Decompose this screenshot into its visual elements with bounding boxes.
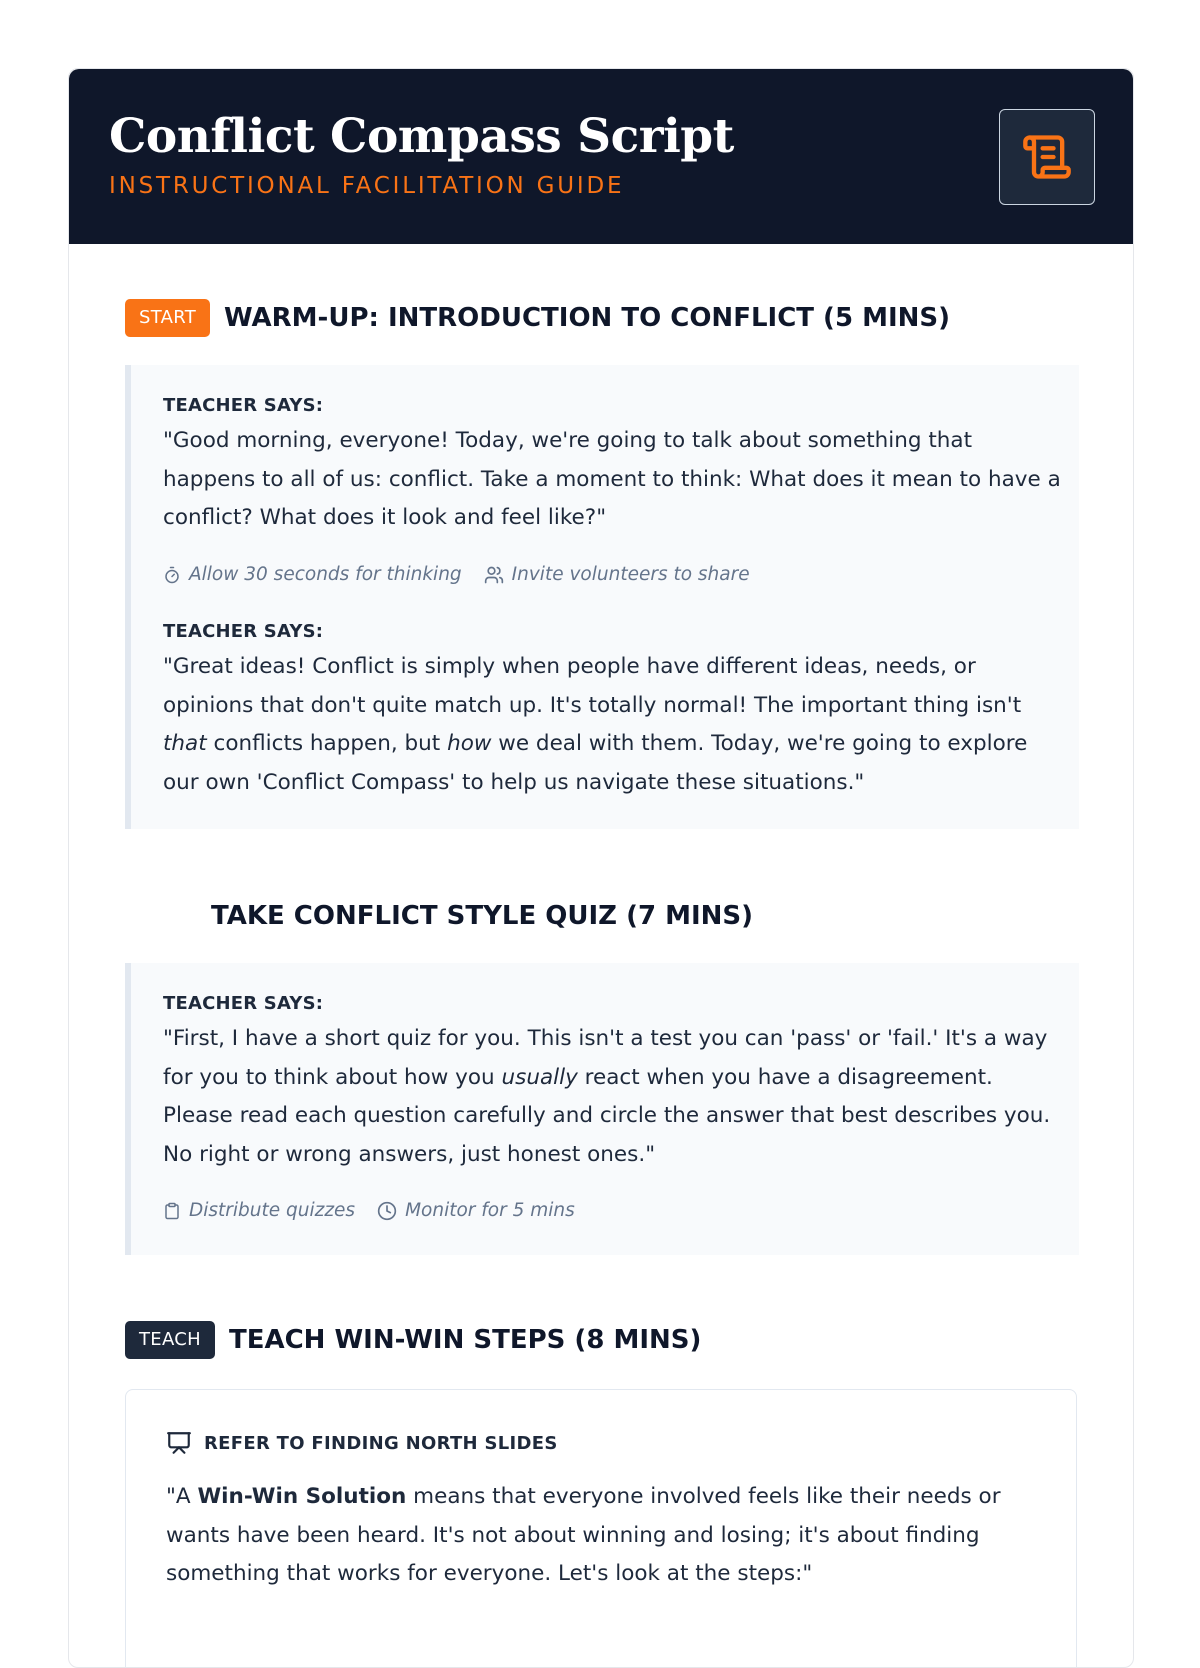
teacher-says-text: "Great ideas! Conflict is simply when people have different ideas, needs, or opinions that don't quite match up. It's totally normal! The important thing isn't that conflicts happen, but how we deal with them. Today, we're going to explore our own 'Conflict Compass' to help us navigate these situations." — [163, 654, 1028, 795]
teach-badge: TEACH — [125, 1321, 215, 1359]
note-text: Allow 30 seconds for thinking — [189, 564, 462, 585]
badge-placeholder — [125, 897, 211, 935]
section-quiz-heading — [125, 897, 753, 935]
note-text: Distribute quizzes — [189, 1200, 356, 1221]
teach-text: "A Win-Win Solution means that everyone involved feels like their needs or wants have been heard. It's not about winning and losing; it's about finding something that works for everyone. Let's look at the steps:" — [166, 1484, 1001, 1586]
note-timer — [163, 564, 462, 585]
page-title: Conflict Compass Script — [109, 109, 734, 164]
facilitation-notes — [163, 1200, 575, 1221]
card-header — [69, 69, 1133, 244]
script-card — [68, 68, 1134, 1668]
section-teach-heading — [125, 1321, 701, 1359]
clipboard-icon — [163, 1202, 181, 1220]
scroll-icon — [1021, 131, 1073, 183]
slides-reference — [166, 1430, 558, 1456]
note-text: Monitor for 5 mins — [405, 1200, 575, 1221]
section-warmup-heading — [125, 299, 950, 337]
section-title: TEACH WIN-WIN STEPS (8 MINS) — [228, 1325, 702, 1355]
teacher-says-label: TEACHER SAYS: — [163, 621, 324, 642]
clock-icon — [377, 1201, 397, 1221]
teacher-says-label: TEACHER SAYS: — [163, 993, 324, 1014]
note-distribute — [163, 1200, 355, 1221]
facilitation-notes — [163, 564, 750, 585]
teacher-says-label: TEACHER SAYS: — [163, 395, 324, 416]
presentation-icon — [166, 1430, 192, 1456]
teacher-says-block — [125, 963, 1079, 1255]
section-title: TAKE CONFLICT STYLE QUIZ (7 MINS) — [211, 901, 754, 931]
teach-content-block — [125, 1389, 1077, 1668]
scroll-icon-button[interactable] — [999, 109, 1095, 205]
note-monitor — [377, 1200, 575, 1221]
page-subtitle: INSTRUCTIONAL FACILITATION GUIDE — [109, 173, 625, 199]
users-icon — [484, 565, 504, 585]
teacher-says-text: "First, I have a short quiz for you. This isn't a test you can 'pass' or 'fail.' It's a way for you to think about how you usually react when you have a disagreement. Please read each question carefully and circle the answer that best describes you. No right or wrong answers, just honest ones." — [163, 1026, 1051, 1167]
section-title: WARM-UP: INTRODUCTION TO CONFLICT (5 MINS) — [224, 303, 950, 333]
teacher-says-text: "Good morning, everyone! Today, we're going to talk about something that happens to all of us: conflict. Take a moment to think: What does it mean to have a conflict? What does it look and feel like?" — [163, 428, 1061, 530]
start-badge: START — [125, 299, 210, 337]
note-volunteers — [484, 564, 750, 585]
reference-label: REFER TO FINDING NORTH SLIDES — [204, 1432, 558, 1454]
note-text: Invite volunteers to share — [511, 564, 750, 585]
timer-icon — [163, 566, 181, 584]
teacher-says-block — [125, 365, 1079, 829]
